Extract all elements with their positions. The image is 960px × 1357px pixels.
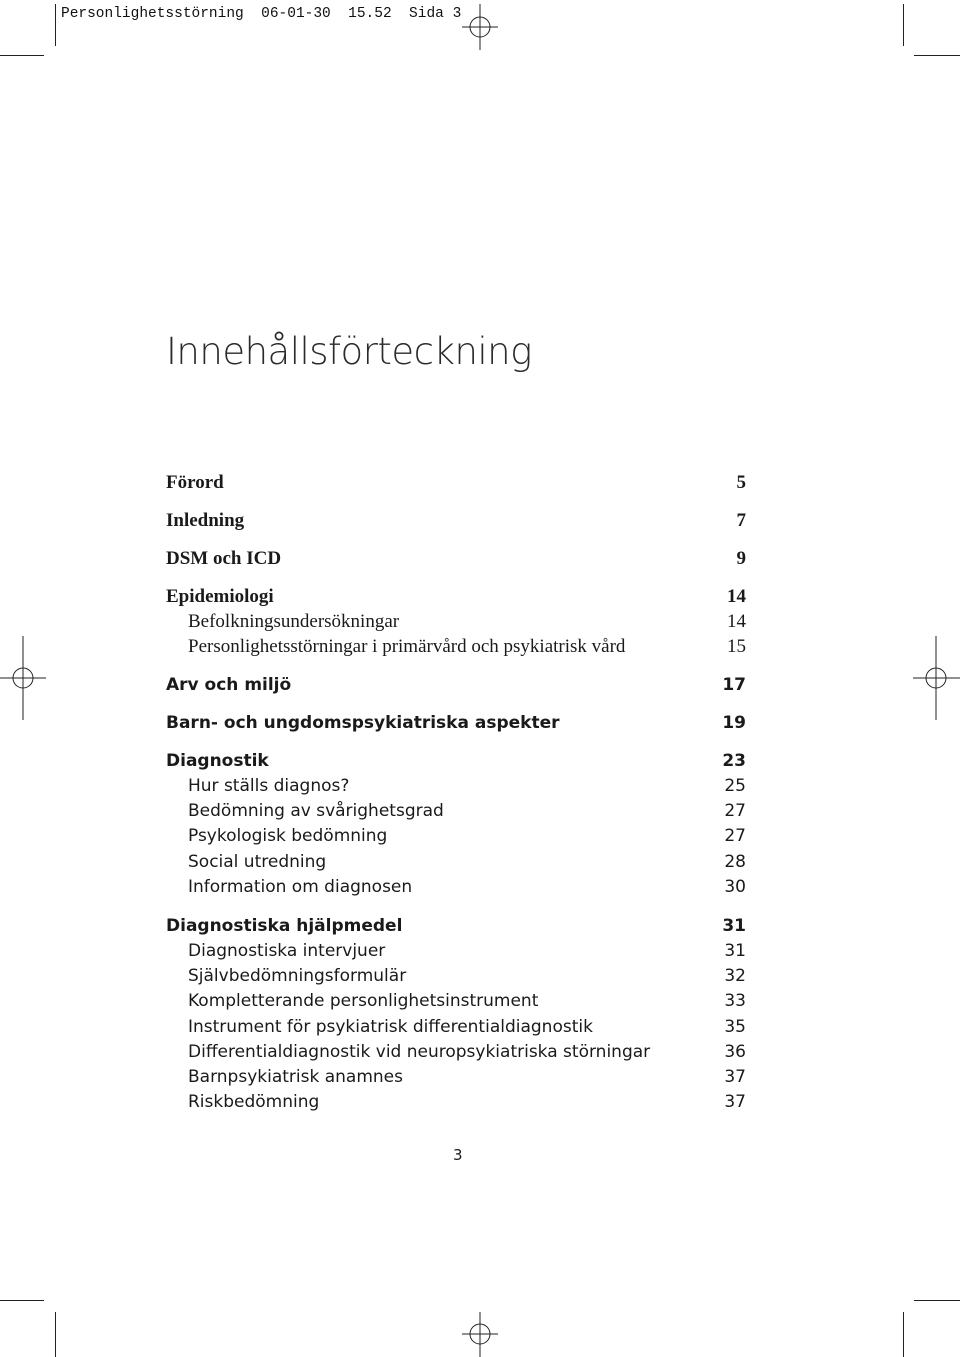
toc-subentry: Diagnostiska intervjuer 31 (188, 941, 746, 961)
toc-subentry: Personlighetsstörningar i primärvård och psykiatrisk vård 15 (188, 636, 746, 657)
toc-entry: Epidemiologi 14 (166, 586, 746, 607)
crop-mark (914, 1300, 960, 1301)
crop-mark (903, 4, 904, 46)
registration-mark-right (913, 636, 960, 720)
toc-entry: Inledning 7 (166, 510, 746, 531)
print-slug-line: Personlighetsstörning 06-01-30 15.52 Sida 3 (61, 6, 462, 22)
toc-subentry: Kompletterande personlighetsinstrument 33 (188, 991, 746, 1011)
toc-subentry: Psykologisk bedömning 27 (188, 826, 746, 846)
toc-subentry: Hur ställs diagnos? 25 (188, 776, 746, 796)
toc-subentry: Befolkningsundersökningar 14 (188, 611, 746, 632)
crop-mark (0, 55, 44, 56)
toc-entry: DSM och ICD 9 (166, 548, 746, 569)
toc-subentry: Bedömning av svårighetsgrad 27 (188, 801, 746, 821)
toc-entry: Diagnostik 23 (166, 751, 746, 771)
toc-subentry: Riskbedömning 37 (188, 1092, 746, 1112)
toc-subentry: Instrument för psykiatrisk differentialdiagnostik 35 (188, 1017, 746, 1037)
toc-subentry: Social utredning 28 (188, 852, 746, 872)
registration-mark-bottom (462, 1312, 498, 1357)
page-number: 3 (453, 1146, 463, 1164)
toc-entry: Diagnostiska hjälpmedel 31 (166, 916, 746, 936)
crop-mark (55, 1312, 56, 1357)
crop-mark (914, 55, 960, 56)
registration-mark-left (0, 636, 46, 720)
toc-subentry: Differentialdiagnostik vid neuropsykiatriska störningar 36 (188, 1042, 746, 1062)
toc-entry: Barn- och ungdomspsykiatriska aspekter 19 (166, 713, 746, 733)
toc-entry: Arv och miljö 17 (166, 675, 746, 695)
page-title: Innehållsförteckning (166, 330, 532, 373)
crop-mark (903, 1312, 904, 1357)
crop-mark (55, 4, 56, 46)
toc-subentry: Barnpsykiatrisk anamnes 37 (188, 1067, 746, 1087)
crop-mark (0, 1300, 44, 1301)
registration-mark-top (462, 4, 498, 50)
toc-entry: Förord 5 (166, 472, 746, 493)
toc-subentry: Självbedömningsformulär 32 (188, 966, 746, 986)
toc-subentry: Information om diagnosen 30 (188, 877, 746, 897)
